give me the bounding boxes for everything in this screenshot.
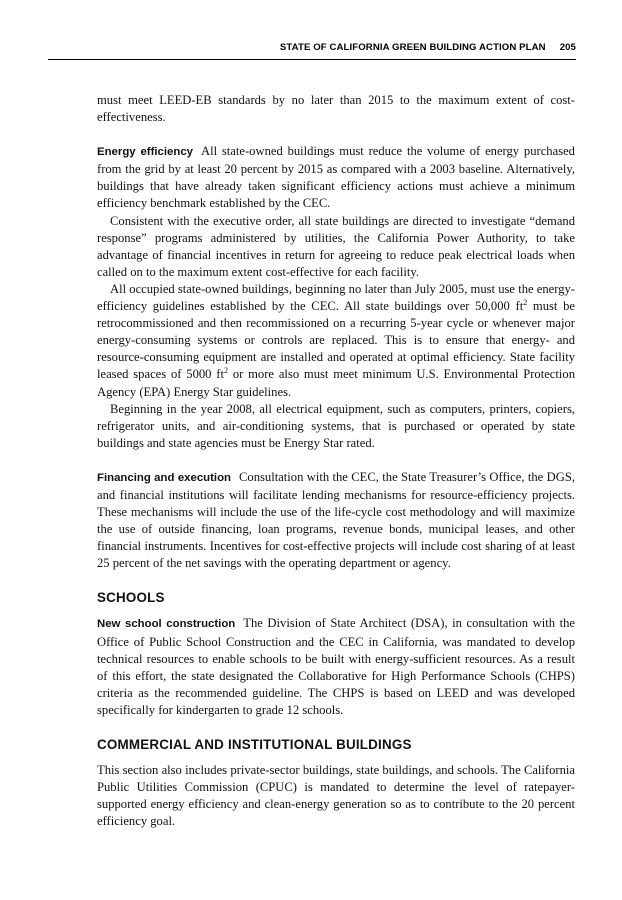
energy-efficiency-paragraph-2: Consistent with the executive order, all state buildings are directed to investigate “demand response” programs administered by utilities, the California Power Authority, to take advantage of financial incentives in return for agreeing to reduce peak electrical loads when called on to the maximum extent cost-effective for each facility. <box>97 213 575 279</box>
energy-efficiency-paragraph-4: Beginning in the year 2008, all electrical equipment, such as computers, printers, copiers, refrigerator units, and air-conditioning systems, that is purchased or operated by state buildings and state agencies must be Energy Star rated. <box>97 401 575 450</box>
superscript-squared: 2 <box>523 298 528 308</box>
financing-text: Consultation with the CEC, the State Treasurer’s Office, the DGS, and financial institutions will facilitate lending mechanisms for resource-efficiency projects. These mechanisms will include the use of the life-cycle cost methodology and will maximize the use of outside financing, loan programs, revenue bonds, municipal leases, and other financial instruments. Incentives for cost-effective projects will include cost sharing of at least 25 percent of the net savings with the operating department or agency. <box>97 469 575 571</box>
energy-p3-part-a: All occupied state-owned buildings, beginning no later than July 2005, must use the energy-efficiency guidelines established by the CEC. All state buildings over 50,000 ft <box>97 281 575 314</box>
energy-efficiency-text-1: All state-owned buildings must reduce the volume of energy purchased from the grid by at least 20 percent by 2015 as compared with a 2003 baseline. Alternatively, buildings that have already taken significant efficiency actions must achieve a minimum efficiency benchmark established by the CEC. <box>97 144 575 211</box>
new-school-construction-heading: New school construction <box>97 618 236 631</box>
continued-paragraph: must meet LEED-EB standards by no later than 2015 to the maximum extent of cost-effectiveness. <box>97 93 575 125</box>
energy-p3-part-c: or more also must meet minimum U.S. Environmental Protection Agency (EPA) Energy Star guidelines. <box>97 367 575 399</box>
energy-efficiency-paragraph-3 <box>97 281 575 401</box>
running-title: STATE OF CALIFORNIA GREEN BUILDING ACTION PLAN <box>279 42 546 53</box>
energy-efficiency-paragraph-1 <box>97 143 575 212</box>
financing-paragraph <box>97 469 575 573</box>
superscript-squared: 2 <box>224 366 228 376</box>
running-header <box>48 42 576 60</box>
energy-p3-part-b: must be retrocommissioned and then recommissioned on a recurring 5-year cycle or whenever major energy-consuming systems or controls are replaced. This is to ensure that energy- and resource-consuming equipment are installed and operated at optimal efficiency. State facility leased spaces of 5000 ft <box>97 299 575 382</box>
commercial-paragraph: This section also includes private-sector buildings, state buildings, and schools. The California Public Utilities Commission (CPUC) is mandated to determine the level of ratepayer-supported energy efficiency and clean-energy generation so as to contribute to the 20 percent efficiency goal. <box>97 763 575 829</box>
commercial-institutional-heading: COMMERCIAL AND INSTITUTIONAL BUILDINGS <box>97 737 412 752</box>
new-school-construction-paragraph <box>97 615 575 719</box>
page-number: 205 <box>559 42 576 53</box>
energy-efficiency-heading: Energy efficiency <box>97 146 193 159</box>
financing-heading: Financing and execution <box>97 471 231 484</box>
body-text <box>97 92 575 830</box>
schools-heading: SCHOOLS <box>97 590 165 606</box>
new-school-construction-text: The Division of State Architect (DSA), in consultation with the Office of Public School Construction and the CEC in California, was mandated to develop technical resources to enable schools to be built with energy-sufficient resources. As a result of this effort, the state designated the Collaborative for High Performance Schools (CHPS) criteria as the recommended guideline. The CHPS is based on LEED and was developed specifically for kindergarten to grade 12 schools. <box>97 616 576 717</box>
